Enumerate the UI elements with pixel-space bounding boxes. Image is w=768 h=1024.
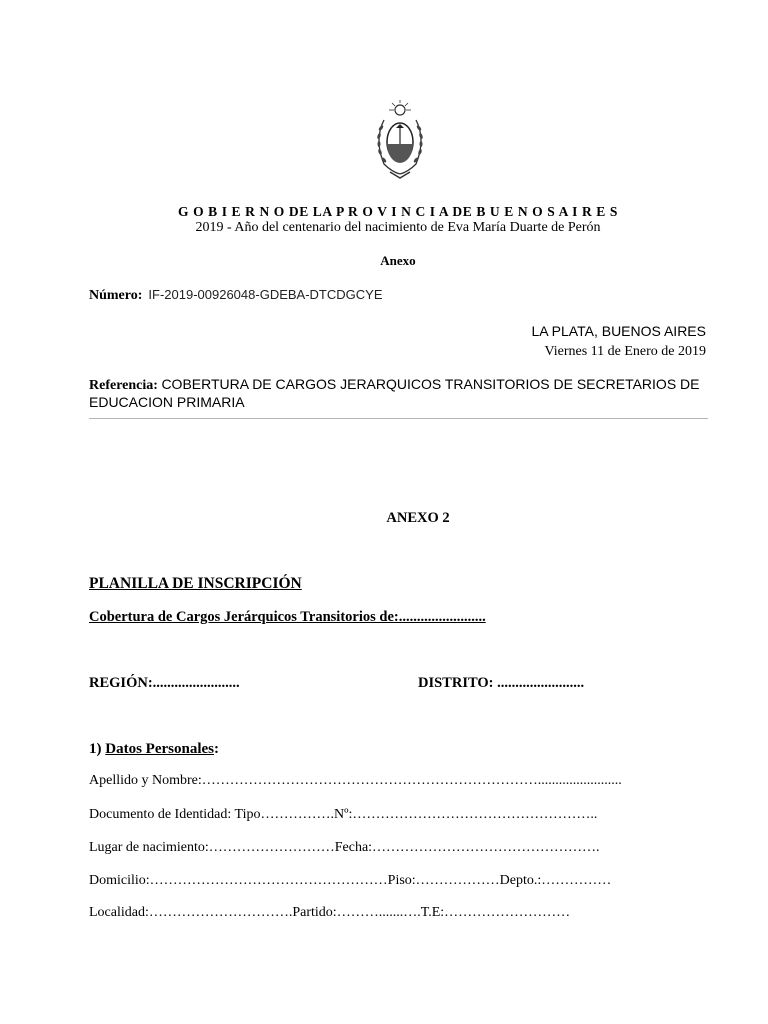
reference xyxy=(89,376,709,412)
referencia-label: Referencia: xyxy=(89,378,158,393)
section-title: Datos Personales xyxy=(105,741,214,757)
government-title: G O B I E R N O DE LA P R O V I N C I A DE B U E N O S A I R E S xyxy=(178,204,618,219)
header-divider xyxy=(89,418,708,419)
planilla-title: PLANILLA DE INSCRIPCIÓN xyxy=(89,575,302,592)
field-lugar-nacimiento: Lugar de nacimiento:………………………Fecha:…………………………………………. xyxy=(89,840,600,855)
document-number xyxy=(89,287,383,304)
section-colon: : xyxy=(214,741,219,757)
region-field: REGIÓN:........................ xyxy=(89,675,240,691)
year-motto: 2019 - Año del centenario del nacimiento de Eva María Duarte de Perón xyxy=(195,220,601,235)
field-localidad: Localidad:………………………….Partido:……….......….T.E:……………………… xyxy=(89,905,571,920)
cobertura-line: Cobertura de Cargos Jerárquicos Transitorios de:........................ xyxy=(89,609,486,625)
section-number: 1) xyxy=(89,741,106,757)
anexo-label: Anexo xyxy=(380,253,416,268)
numero-label: Número: xyxy=(89,288,143,303)
place: LA PLATA, BUENOS AIRES xyxy=(531,323,706,339)
distrito-field: DISTRITO: ........................ xyxy=(418,675,585,691)
field-documento: Documento de Identidad: Tipo…………….Nº:…………………………………………….. xyxy=(89,807,598,822)
section-heading-datos-personales xyxy=(89,741,219,758)
field-domicilio: Domicilio:……………………………………………Piso:………………Depto.:…………… xyxy=(89,873,612,888)
numero-value: IF-2019-00926048-GDEBA-DTCDGCYE xyxy=(148,287,383,302)
referencia-value: COBERTURA DE CARGOS JERARQUICOS TRANSITORIOS DE SECRETARIOS DE EDUCACION PRIMARIA xyxy=(89,376,700,410)
anexo-title: ANEXO 2 xyxy=(386,510,450,526)
coat-of-arms-icon xyxy=(370,98,430,180)
date: Viernes 11 de Enero de 2019 xyxy=(544,344,706,359)
field-apellido-nombre: Apellido y Nombre:………………………………………………………………........................ xyxy=(89,773,622,788)
